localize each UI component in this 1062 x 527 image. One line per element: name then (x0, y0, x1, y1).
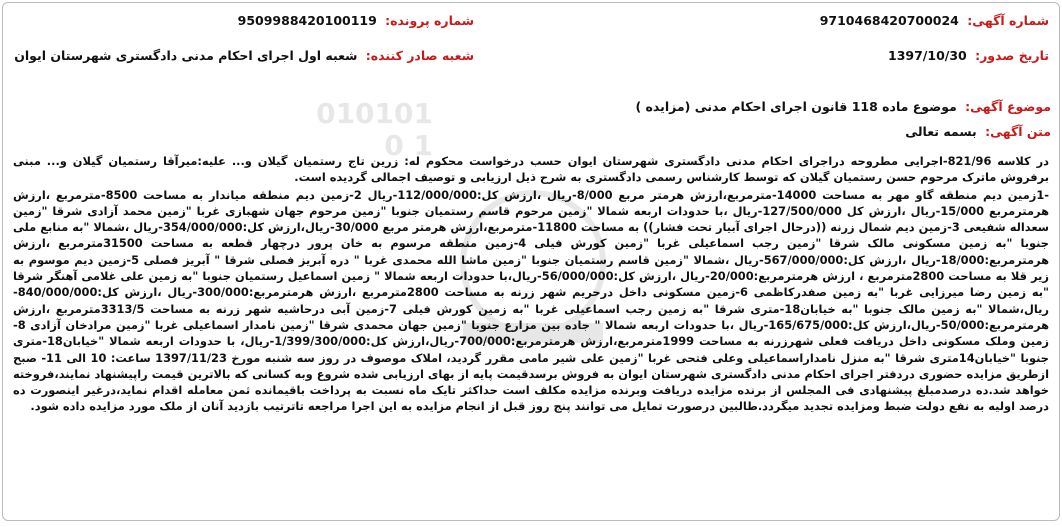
notice-document (2, 2, 1060, 521)
notice-number-label: شماره آگهی: (967, 13, 1049, 28)
case-number-row (238, 13, 474, 28)
issuer-label: شعبه صادر کننده: (365, 48, 474, 63)
case-number: 9509988420100119 (237, 13, 377, 28)
subject-row (635, 99, 1051, 114)
notice-number: 9710468420700024 (819, 13, 959, 28)
svg-text:1 0: 1 0 (384, 129, 433, 162)
notice-number-row (820, 13, 1049, 28)
body-paragraph-details: -1زمین دیم منطقه گاو مهر به مساحت 14000-مترمربع،ارزش هرمتر مربع 8/000-ریال ،ارزش کل:112/000/000-ریال 2-زمین دیم منطقه میاندار به مساحت 8500-مترمربع ،ارزش هرمترمربع 15/000-ریال ،ارزش کل 127/500/000-ریال ،با حدودات اربعه شمالا "زمین مرحوم قاسم رستمیان جنوبا "زمین مرحوم جهان شهبازی غربا "زمین محمد آزادی شرقا "زمین سعداله شفیعی 3-زمین دیم شمال زرنه ((درحال اجرای آبیار تحت فشار)) به مساحت 11800-مترمربع،ارزش هرمتر مربع 30/000-ریال،ارزش کل:354/000/000-ریال ،شمالا "به منابع ملی جنوبا "به زمین مسکونی مالک شرقا "زمین رجب اسماعیلی غربا "زمین کورش فیلی 4-زمین منطقه مرسوم به خان پرور درچهار قطعه به مساحت 31500مترمربع ،ارزش هرمترمربع:18/000-ریال ،ارزش کل:567/000/000-ریال ،شمالا "زمین قاسم رستمیان جنوبا "زمین ماشا الله محمدی غربا " دره آبریز فصلی شرقا " آبریز فصلی 5-زمین دیم موسوم به زیر قلا به مساحت 2800مترمربع ، ارزش هرمترمربع:20/000-ریال ،ارزش کل:56/000/000-ریال،با حدودات اربعه شمالا " زمین اسماعیل رستمیان جنوبا "به زمین علی غلامی آهنگر شرقا "به زمین رضا میرزایی غربا "به زمین صفدرکاظمی 6-زمین مسکونی داخل درحریم شهر زرنه به مساحت 2800مترمربع ،ارزش هرمترمربع:300/000-ریال ،ارزش کل:840/000/000-ریال،شمالا "به زمین مالک جنوبا "به خیابان18-متری شرقا "به زمین رجب اسماعیلی غربا "به زمین کورش فیلی 7-زمین آبی درحاشیه شهر زرنه به مساحت 3313/5مترمربع ،ارزش هرمترمربع:50/000-ریال،ارزش کل:165/675/000-ریال ،با حدودات اربعه شمالا " جاده بین مزارع جنوبا "زمین جهان محمدی شرقا "زمین نامدار اسماعیلی غربا "زمین مرادخان آزادی 8-زمین وملک مسکونی داخل دریافت فعلی شهرزرنه به مساحت 1999مترمربع،ارزش هرمترمربع:700/000-ریال،ارزش کل:1/399/300/000-ریال، با حدودات اربعه شمالا "خیابان18-متری جنوبا "خیابان14متری شرقا "به منزل نامداراسماعیلی وعلی فتحی غربا "زمین علی شیر مامی مقرر گردید، املاک موصوف در روز سه شنبه مورخ 1397/11/23 ساعت: 10 الی 11- صبح ازطریق مزایده حضوری دردفتر اجرای احکام مدنی دادگستری شهرستان ایوان به فروش برسدقیمت پایه از بهای ارزیابی شده شروع وبه کسانی که بالاترین قیمت راپیشنهاد نمایند،فروخته خواهد شد.ده درصدمبلغ پیشنهادی فی المجلس از برنده مزایده دریافت وبرنده مزایده مکلف است حداکثر تایک ماه نسبت به پرداخت باقیمانده ثمن معامله اقدام نماید،درغیر اینصورت ده درصد اولیه به نفع دولت ضبط ومزایده تجدید میگردد.طالبین درصورت تمایل می توانند پنج روز قبل از انجام مزایده به این اجرا مراجعه تاترتیب بازدید آنان از ملک مورد مزایده داده شود. (13, 187, 1050, 414)
case-number-label: شماره پرونده: (385, 13, 474, 28)
notice-body (13, 153, 1049, 416)
subject-label: موضوع آگهی: (965, 99, 1051, 114)
issuer-name: شعبه اول اجرای احکام مدنی دادگستری شهرستان ایوان (14, 48, 358, 63)
issue-date: 1397/10/30 (888, 48, 967, 63)
svg-text:010101: 010101 (316, 97, 433, 130)
issue-date-label: تاریخ صدور: (975, 48, 1049, 63)
body-paragraph-intro: در کلاسه 821/96-اجرایی مطروحه دراجرای احکام مدنی دادگستری شهرستان ایوان حسب درخواست محکوم له: زرین تاج رستمیان گیلان و... علیه:میرآقا رستمیان گیلان و... مبنی برفروش ماترک مرحوم حسن رستمیان گیلان که توسط کارشناس رسمی دادگستری به شرح ذیل ارزیابی و توصیف اجمالی گردیده است. (13, 154, 1049, 185)
text-label: متن آگهی: (985, 124, 1051, 139)
issuer-row (14, 48, 474, 63)
basmala: بسمه تعالی (905, 124, 977, 139)
text-label-row (905, 124, 1051, 139)
subject-text: موضوع ماده 118 قانون اجرای احکام مدنی (مزایده ) (635, 99, 957, 114)
issue-date-row (888, 48, 1049, 63)
